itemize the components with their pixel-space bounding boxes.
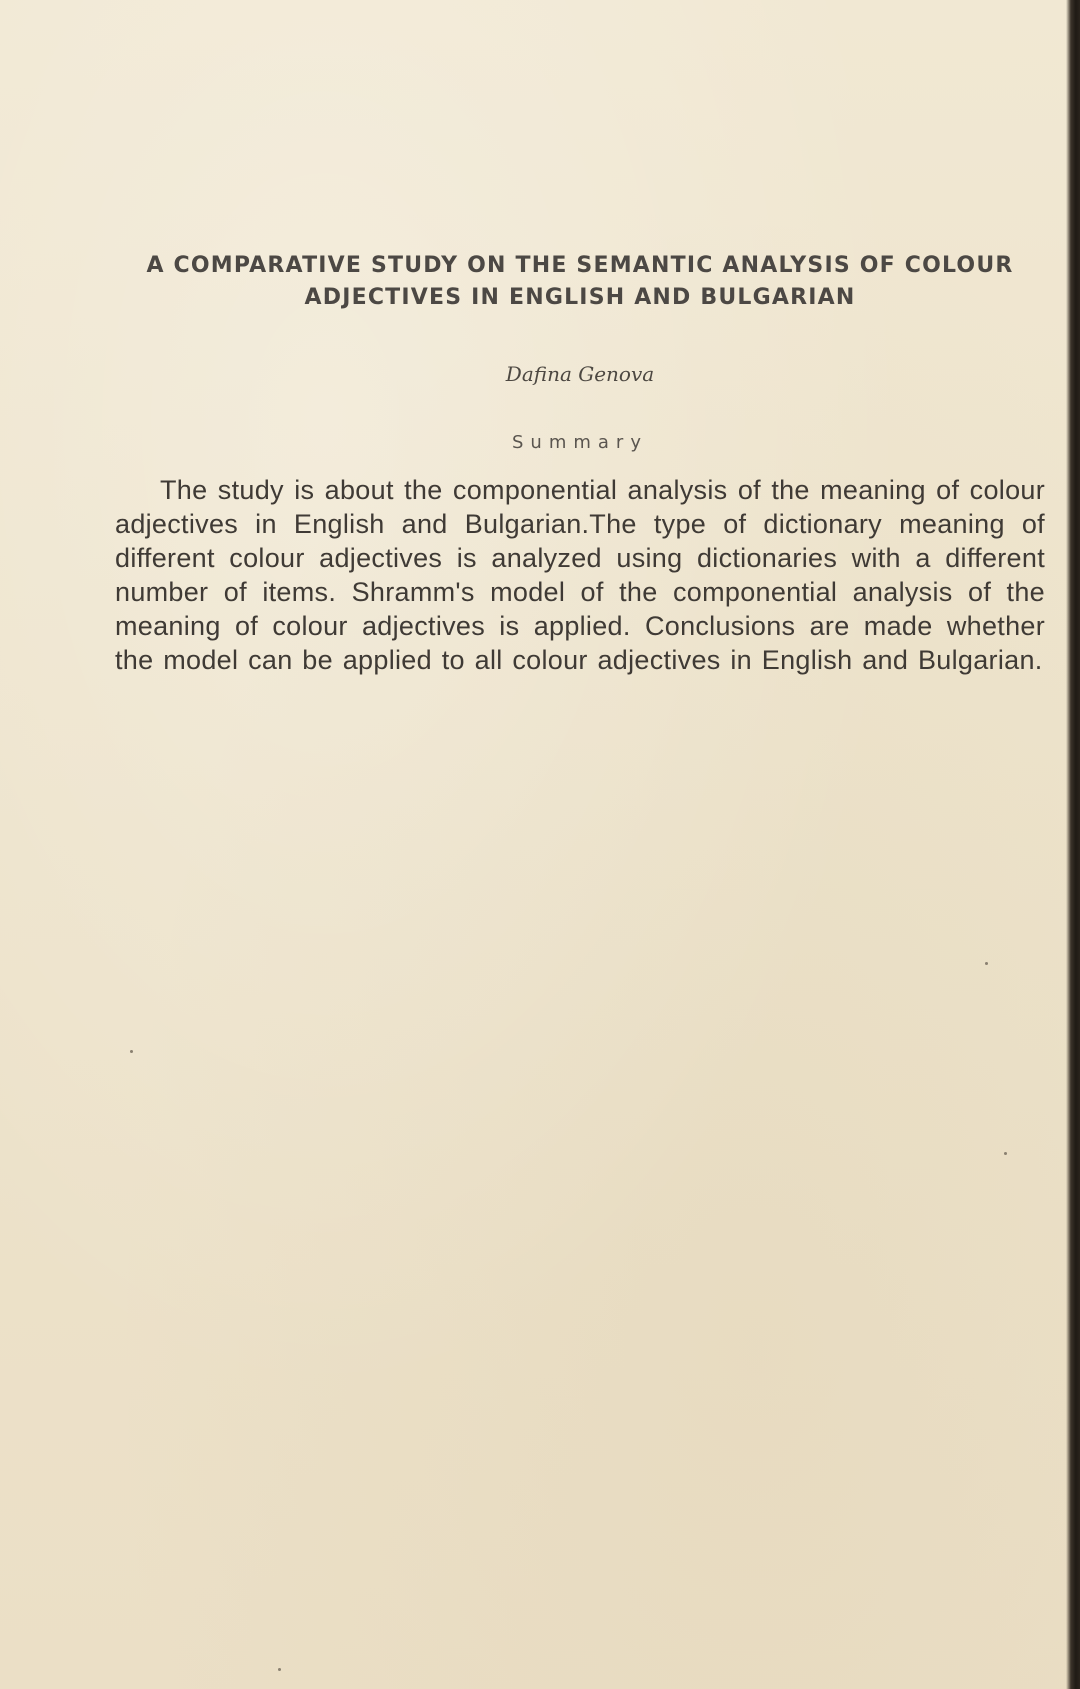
paper-speck: [278, 1668, 281, 1671]
author-name: Dafina Genova: [505, 362, 655, 386]
summary-paragraph: The study is about the componential analysis of the meaning of colour adjectives in English and Bulgarian.The type of dictionary meaning of different colour adjectives is analyzed using dictionaries with a different number of items. Shramm's model of the componential analysis of the meaning of colour adjectives is applied. Conclusions are made whether the model can be applied to all colour adjectives in English and Bulgarian.: [115, 475, 1045, 675]
paper-title: [115, 250, 1045, 314]
paper-speck: [1004, 1152, 1007, 1155]
paper-title-line-1: A COMPARATIVE STUDY ON THE SEMANTIC ANALYSIS OF COLOUR: [146, 253, 1014, 278]
paper-speck: [130, 1050, 133, 1053]
paper-content: [115, 250, 1045, 704]
binding-edge: [1066, 0, 1080, 1689]
summary-heading: Summary: [512, 432, 648, 453]
paper-title-line-2: ADJECTIVES IN ENGLISH AND BULGARIAN: [304, 285, 856, 310]
paper-speck: [985, 962, 988, 965]
